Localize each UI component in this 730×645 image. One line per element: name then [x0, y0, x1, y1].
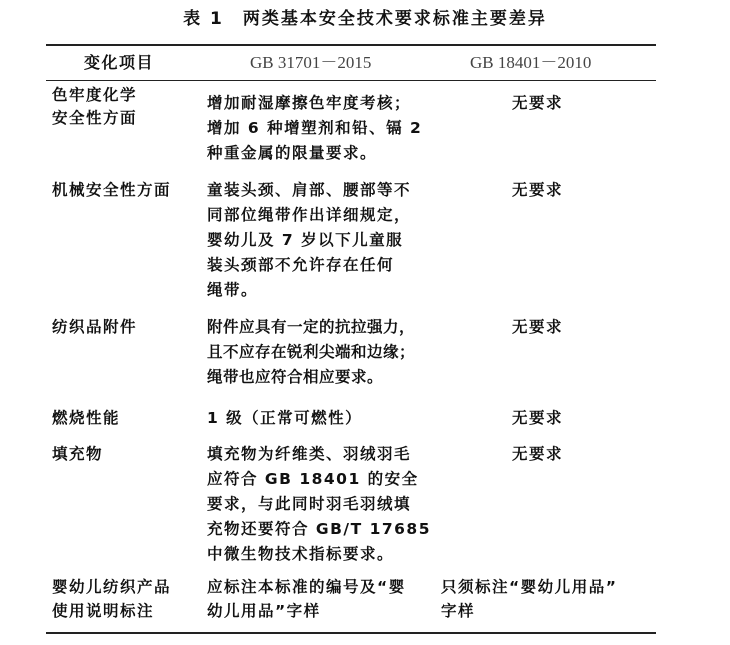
header-gb18401: GB 18401－2010 [470, 53, 592, 72]
gb31701-cell: 应标注本标准的编号及“婴 幼儿用品”字样 [207, 578, 406, 620]
item-cell: 填充物 [52, 445, 104, 463]
gb18401-cell: 无要求 [512, 445, 564, 463]
gb31701-cell: 童装头颈、肩部、腰部等不 同部位绳带作出详细规定， 婴幼儿及 7 岁以下儿童服 装头颈部不允许存在任何 绳带。 [207, 181, 412, 299]
item-cell: 机械安全性方面 [52, 181, 172, 199]
header-rule [46, 80, 656, 81]
item-cell: 燃烧性能 [52, 409, 121, 427]
gb18401-cell: 只须标注“婴幼儿用品” 字样 [441, 578, 618, 620]
gb31701-cell: 填充物为纤维类、羽绒羽毛 应符合 GB 18401 的安全 要求，与此同时羽毛羽绒填 充物还要符合 GB/T 17685 中微生物技术指标要求。 [207, 445, 431, 563]
table-title: 表 1 两类基本安全技术要求标准主要差异 [183, 9, 547, 29]
item-cell: 纺织品附件 [52, 318, 138, 336]
top-rule [46, 44, 656, 46]
gb18401-cell: 无要求 [512, 94, 564, 112]
gb18401-cell: 无要求 [512, 318, 564, 336]
gb31701-cell: 增加耐湿摩擦色牢度考核； 增加 6 种增塑剂和铅、镉 2 种重金属的限量要求。 [207, 94, 423, 162]
item-cell: 色牢度化学 安全性方面 [52, 86, 138, 127]
item-cell: 婴幼儿纺织产品 使用说明标注 [52, 578, 172, 620]
gb18401-cell: 无要求 [512, 181, 564, 199]
gb18401-cell: 无要求 [512, 409, 564, 427]
gb31701-cell: 1 级（正常可燃性） [207, 409, 363, 427]
gb31701-cell: 附件应具有一定的抗拉强力， 且不应存在锐利尖端和边缘； 绳带也应符合相应要求。 [207, 318, 416, 386]
header-item: 变化项目 [84, 53, 155, 72]
bottom-rule [46, 632, 656, 634]
header-gb31701: GB 31701－2015 [250, 53, 372, 72]
